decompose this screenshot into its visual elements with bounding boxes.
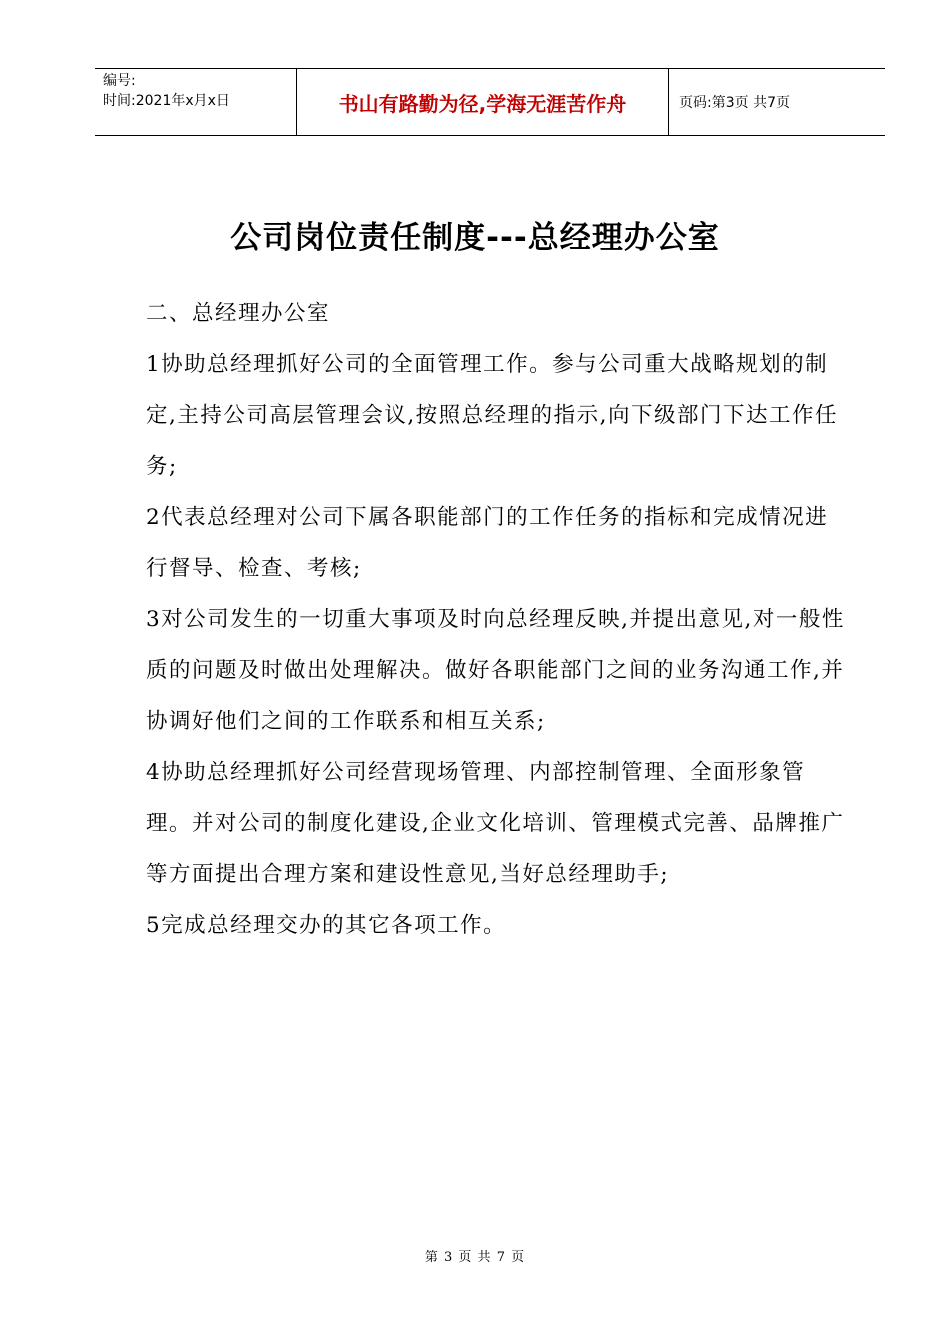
paragraph-5: 5完成总经理交办的其它各项工作。 <box>146 913 507 938</box>
header-page-info: 页码:第3页 共7页 <box>679 95 790 111</box>
section-heading: 二、总经理办公室 <box>146 301 331 326</box>
number-label: 编号: <box>103 73 136 89</box>
document-body <box>146 288 846 951</box>
paragraph-4: 4协助总经理抓好公司经营现场管理、内部控制管理、全面形象管理。并对公司的制度化建设,企业文化培训、管理模式完善、品牌推广等方面提出合理方案和建设性意见,当好总经理助手; <box>146 760 845 887</box>
document-title: 公司岗位责任制度---总经理办公室 <box>230 220 720 256</box>
paragraph-3: 3对公司发生的一切重大事项及时向总经理反映,并提出意见,对一般性质的问题及时做出处理解决。做好各职能部门之间的业务沟通工作,并协调好他们之间的工作联系和相互关系; <box>146 607 845 734</box>
paragraph-2: 2代表总经理对公司下属各职能部门的工作任务的指标和完成情况进行督导、检查、考核; <box>146 505 829 581</box>
time-label: 时间:2021年x月x日 <box>103 93 230 109</box>
page-footer: 第 3 页 共 7 页 <box>424 1250 526 1265</box>
header-table <box>95 68 885 136</box>
header-motto: 书山有路勤为径,学海无涯苦作舟 <box>297 69 669 135</box>
header-meta-cell <box>95 69 297 135</box>
paragraph-1: 1协助总经理抓好公司的全面管理工作。参与公司重大战略规划的制定,主持公司高层管理会议,按照总经理的指示,向下级部门下达工作任务; <box>146 352 839 479</box>
